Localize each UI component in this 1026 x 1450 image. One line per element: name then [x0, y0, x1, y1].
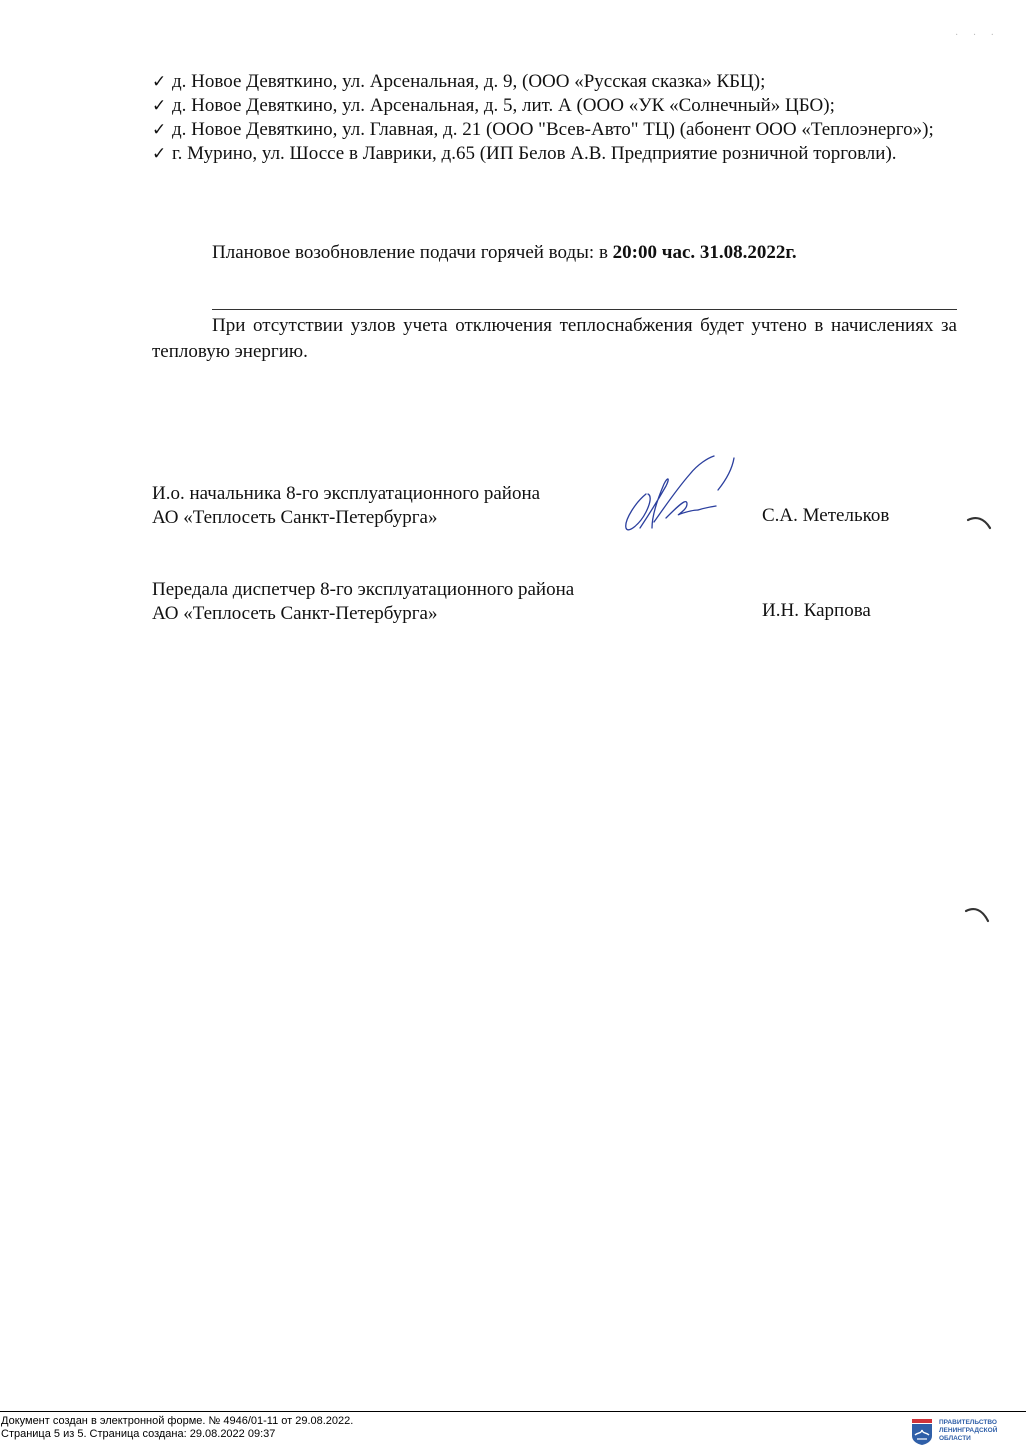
signer-organization: АО «Теплосеть Санкт-Петербурга» — [152, 507, 438, 528]
logo-line: ПРАВИТЕЛЬСТВО — [939, 1419, 997, 1426]
check-icon: ✓ — [152, 72, 167, 92]
address-text: д. Новое Девяткино, ул. Арсенальная, д. 5, лит. А (ООО «УК «Солнечный» ЦБО); — [172, 95, 835, 116]
divider-line — [212, 309, 957, 310]
list-item — [152, 118, 957, 142]
logo-line: ОБЛАСТИ — [939, 1435, 971, 1442]
footer-text — [1, 1415, 353, 1441]
signer-position: Передала диспетчер 8-го эксплуатационного района — [152, 579, 575, 600]
signer-position-block — [152, 482, 540, 530]
check-icon: ✓ — [152, 120, 167, 140]
address-text: д. Новое Девяткино, ул. Главная, д. 21 (ООО "Всев-Авто" ТЦ) (абонент ООО «Теплоэнерго»); — [172, 119, 934, 140]
resume-prefix: Плановое возобновление подачи горячей воды: в — [212, 242, 613, 263]
scan-artifact — [966, 514, 992, 534]
signer-name: И.Н. Карпова — [762, 600, 871, 621]
address-list — [152, 70, 957, 166]
signer-position-block — [152, 578, 574, 626]
address-text: г. Мурино, ул. Шоссе в Лаврики, д.65 (ИП Белов А.В. Предприятие розничной торговли). — [172, 143, 897, 164]
check-icon: ✓ — [152, 96, 167, 116]
scan-artifact: · · · — [955, 30, 1000, 41]
list-item — [152, 94, 957, 118]
scan-artifact — [964, 905, 990, 925]
resume-datetime: 20:00 час. 31.08.2022г. — [612, 242, 797, 263]
logo-wordmark — [939, 1419, 997, 1443]
footer-page-info: Страница 5 из 5. Страница создана: 29.08.2022 09:37 — [1, 1428, 276, 1440]
footer-document-info: Документ создан в электронной форме. № 4946/01-11 от 29.08.2022. — [1, 1415, 354, 1427]
list-item — [152, 142, 957, 166]
signer-name: С.А. Метельков — [762, 505, 890, 526]
signer-position: И.о. начальника 8-го эксплуатационного района — [152, 483, 541, 504]
leningrad-oblast-emblem-icon — [911, 1418, 933, 1446]
logo-line: ЛЕНИНГРАДСКОЙ — [939, 1427, 998, 1434]
government-logo — [911, 1418, 1021, 1448]
handwritten-signature — [618, 450, 738, 535]
resume-notice — [212, 241, 797, 265]
check-icon: ✓ — [152, 144, 167, 164]
list-item — [152, 70, 957, 94]
address-text: д. Новое Девяткино, ул. Арсенальная, д. 9, (ООО «Русская сказка» КБЦ); — [172, 71, 766, 92]
metering-note: При отсутствии узлов учета отключения теплоснабжения будет учтено в начислениях за тепловую энергию. — [152, 315, 957, 362]
signer-organization: АО «Теплосеть Санкт-Петербурга» — [152, 603, 438, 624]
